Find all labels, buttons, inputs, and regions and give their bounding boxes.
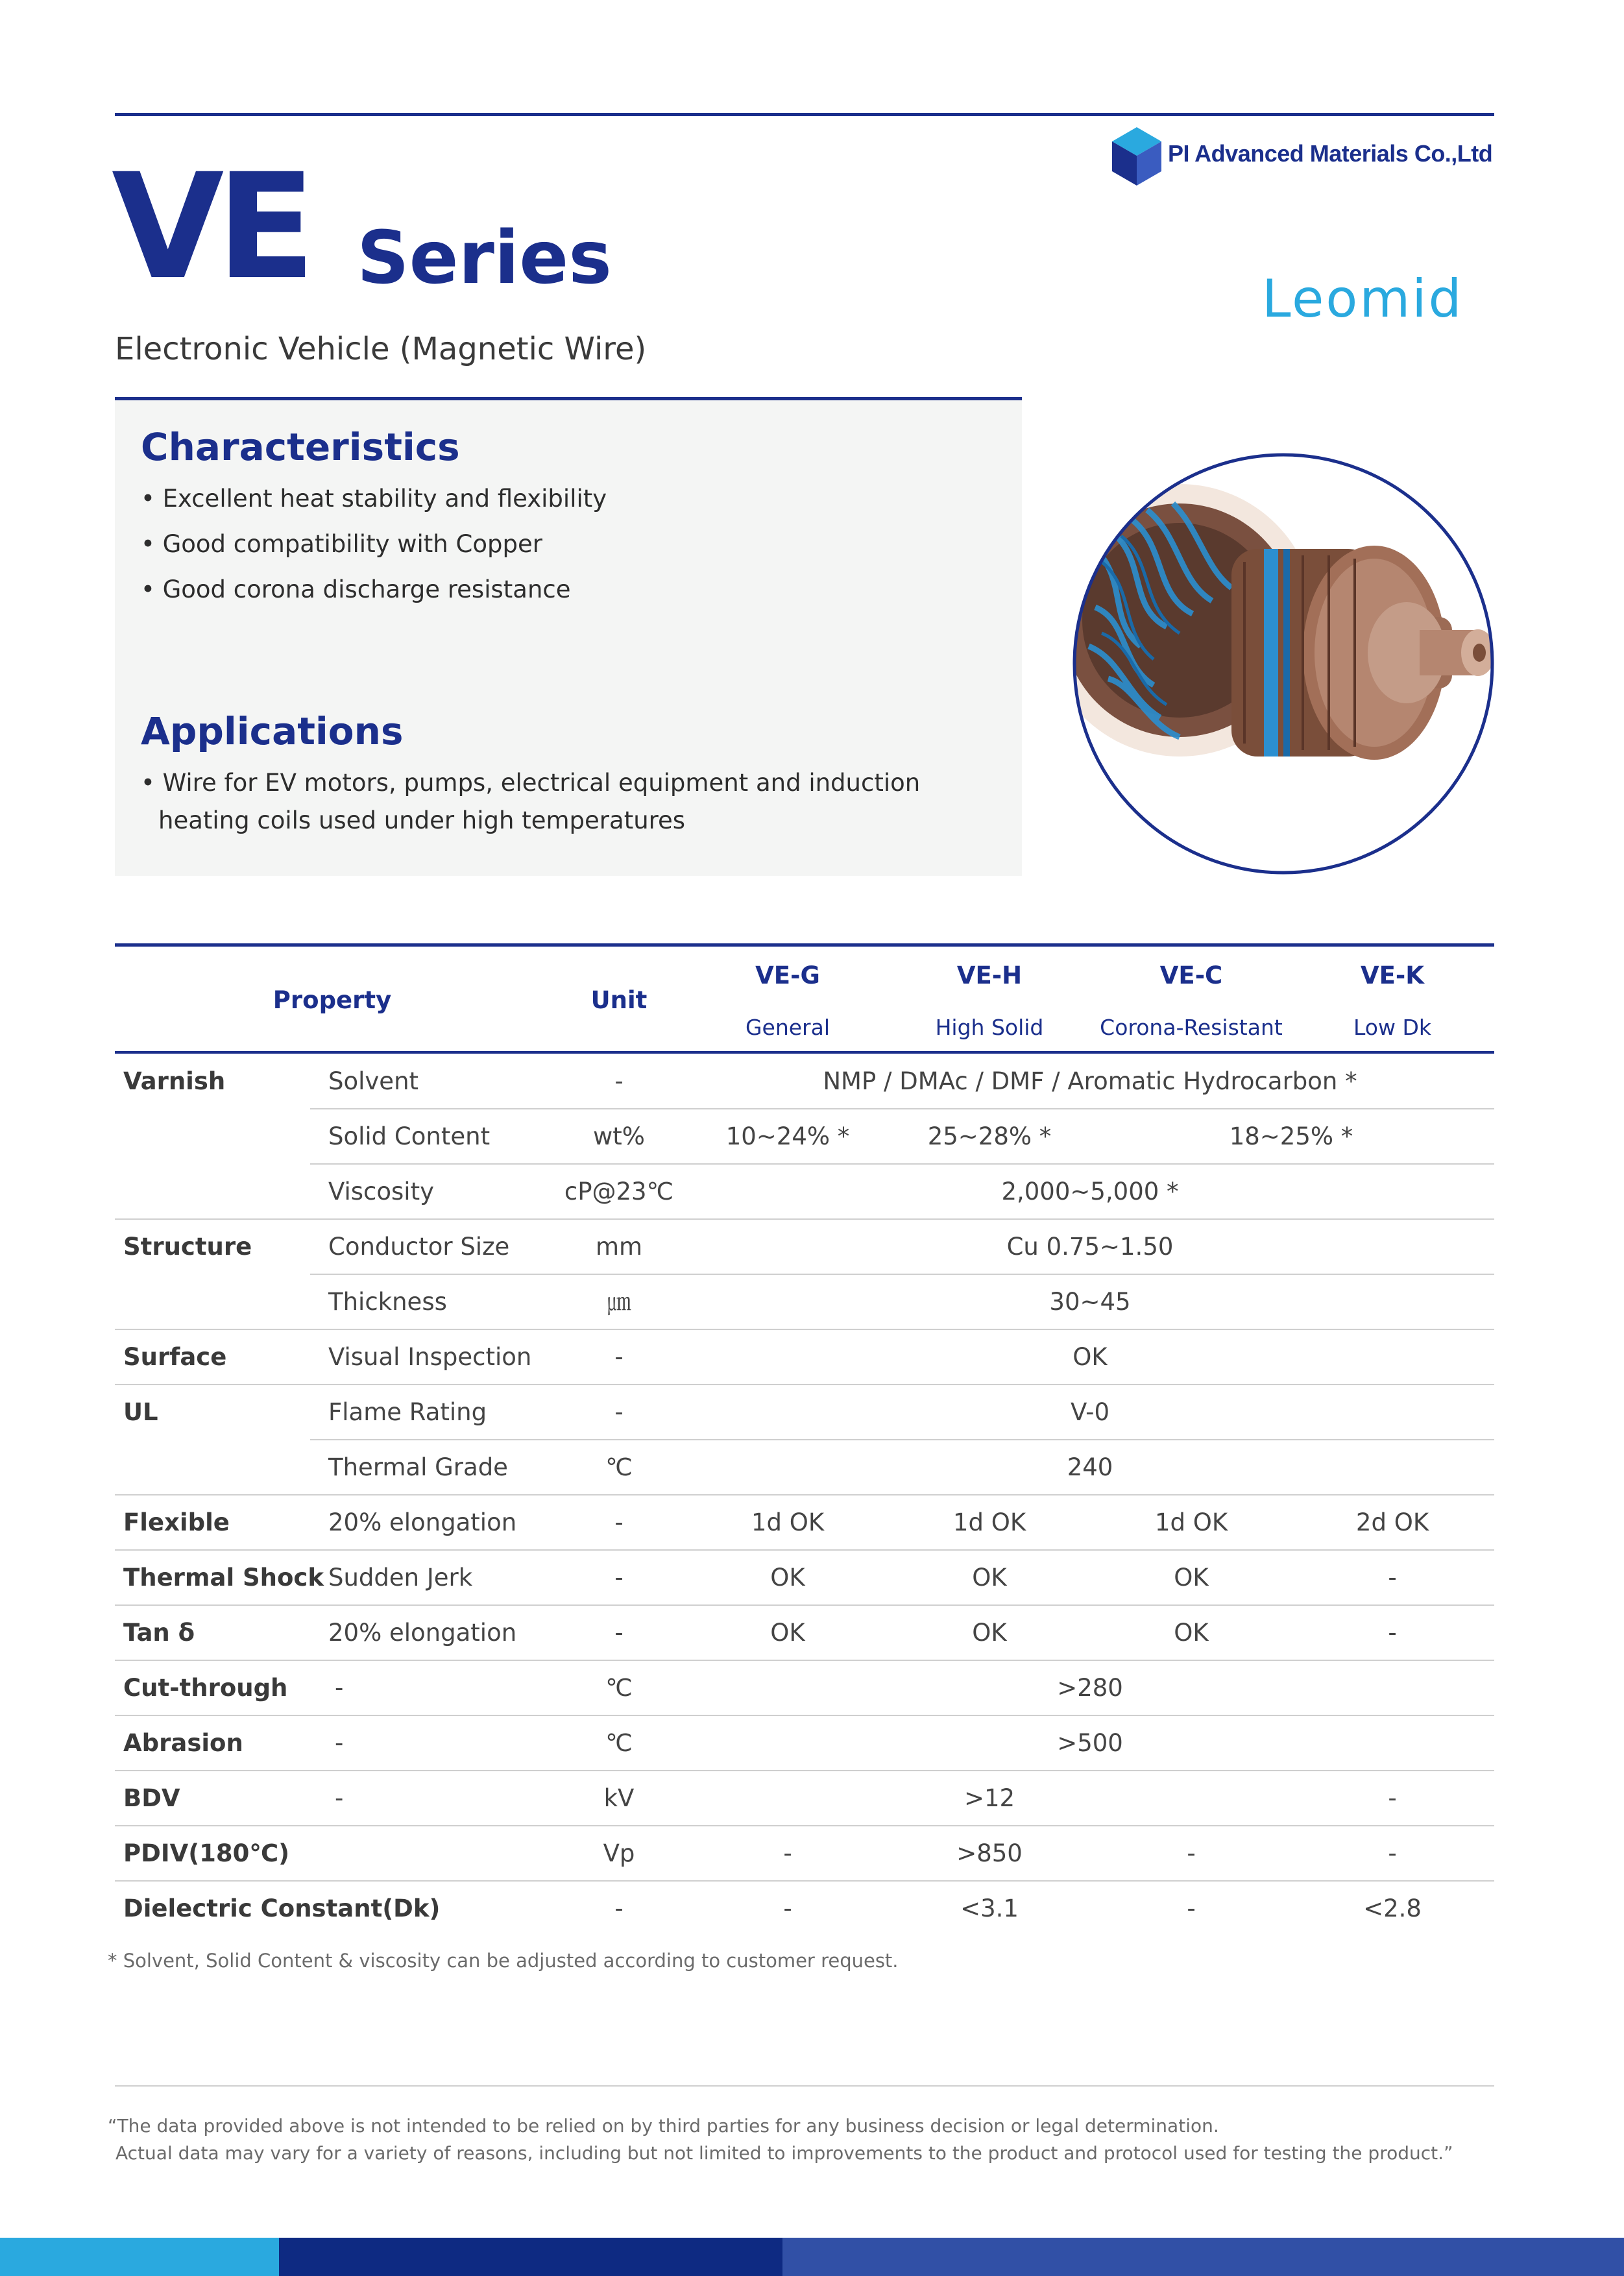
- row-divider: [115, 1880, 1494, 1882]
- row-unit: -: [614, 1619, 624, 1647]
- row-property: Visual Inspection: [328, 1343, 532, 1371]
- company-logo: [1111, 127, 1163, 189]
- row-divider: [115, 1715, 1494, 1716]
- svg-text:Leomid: Leomid: [1262, 272, 1464, 329]
- row-value-ve-c: OK: [1174, 1564, 1209, 1592]
- row-unit: cP@23℃: [564, 1178, 674, 1205]
- row-category: Tan δ: [123, 1619, 195, 1647]
- row-property: Thickness: [328, 1288, 447, 1316]
- row-divider: [310, 1439, 1494, 1440]
- row-divider: [310, 1274, 1494, 1275]
- col-subheader-ve-g: General: [745, 1015, 830, 1040]
- row-unit: -: [614, 1343, 624, 1371]
- row-category: PDIV(180℃): [123, 1839, 290, 1867]
- row-value-ve-k: 2d OK: [1355, 1508, 1429, 1536]
- row-value-all: >280: [1057, 1674, 1123, 1702]
- row-unit: -: [614, 1564, 624, 1592]
- col-header-property: Property: [273, 986, 392, 1014]
- row-value-ve-k: -: [1388, 1619, 1397, 1647]
- row-unit: kV: [603, 1784, 635, 1812]
- company-name: PI Advanced Materials Co.,Ltd: [1168, 140, 1493, 167]
- col-header-ve-k: VE-K: [1361, 962, 1424, 989]
- row-divider: [115, 1549, 1494, 1551]
- row-value-all: OK: [1073, 1343, 1108, 1371]
- row-value-ve-g: -: [783, 1895, 792, 1922]
- page-title-series: Series: [357, 216, 612, 300]
- col-header-ve-h: VE-H: [956, 962, 1023, 989]
- row-category: Structure: [123, 1233, 252, 1261]
- row-value-all: 2,000~5,000 *: [1001, 1178, 1179, 1205]
- characteristic-item: • Good compatibility with Copper: [141, 530, 542, 558]
- page-subtitle: Electronic Vehicle (Magnetic Wire): [115, 331, 647, 367]
- row-value-ve-c: 1d OK: [1154, 1508, 1228, 1536]
- row-category: Dielectric Constant(Dk): [123, 1895, 441, 1922]
- footer-bar-light: [0, 2238, 279, 2276]
- row-divider: [115, 1770, 1494, 1771]
- row-value-all: Cu 0.75~1.50: [1006, 1233, 1174, 1261]
- row-unit: ℃: [605, 1674, 633, 1702]
- row-value-ve-g: 10~24% *: [725, 1122, 850, 1150]
- row-divider: [310, 1163, 1494, 1165]
- row-divider: [115, 1660, 1494, 1661]
- row-category: BDV: [123, 1784, 180, 1812]
- row-value-ve-ck: 18~25% *: [1229, 1122, 1353, 1150]
- row-unit: wt%: [593, 1122, 645, 1150]
- row-divider: [115, 1494, 1494, 1495]
- row-value-ve-g: OK: [770, 1619, 805, 1647]
- row-divider: [115, 1218, 1494, 1220]
- row-category: Varnish: [123, 1067, 226, 1095]
- row-property: Sudden Jerk: [328, 1564, 473, 1592]
- page-title: VE: [112, 142, 308, 311]
- footer-bar-navy: [279, 2238, 782, 2276]
- row-divider: [115, 1825, 1494, 1826]
- motor-illustration: [1069, 452, 1497, 877]
- row-value-ve-g: OK: [770, 1564, 805, 1592]
- row-property: Thermal Grade: [328, 1453, 508, 1481]
- row-unit: -: [614, 1895, 624, 1922]
- disclaimer-line: “The data provided above is not intended to be relied on by third parties for any business decision or legal determination.: [108, 2115, 1219, 2137]
- row-unit: Vp: [603, 1839, 635, 1867]
- application-item: • Wire for EV motors, pumps, electrical equipment and induction: [141, 769, 921, 797]
- row-unit: -: [614, 1508, 624, 1536]
- characteristic-item: • Good corona discharge resistance: [141, 575, 571, 603]
- row-property: -: [335, 1729, 344, 1757]
- row-value-ve-g: -: [783, 1839, 792, 1867]
- footnote: * Solvent, Solid Content & viscosity can be adjusted according to customer request.: [108, 1950, 899, 1972]
- row-property: Solvent: [328, 1067, 419, 1095]
- row-property: 20% elongation: [328, 1619, 517, 1647]
- row-property: Solid Content: [328, 1122, 491, 1150]
- row-divider: [310, 1108, 1494, 1109]
- row-value-ve-c: -: [1187, 1895, 1196, 1922]
- row-value-ve-k: <2.8: [1363, 1895, 1422, 1922]
- footer-rule: [115, 2085, 1494, 2087]
- row-value-ve-c: OK: [1174, 1619, 1209, 1647]
- row-value-ve-h: OK: [972, 1619, 1007, 1647]
- row-value-all: 240: [1067, 1453, 1113, 1481]
- row-unit: ℃: [605, 1453, 633, 1481]
- row-divider: [115, 1384, 1494, 1385]
- row-value-ve-h: 1d OK: [952, 1508, 1026, 1536]
- footer-bar-mid: [782, 2238, 1624, 2276]
- applications-heading: Applications: [141, 709, 404, 753]
- row-property: -: [335, 1674, 344, 1702]
- row-category: Cut-through: [123, 1674, 288, 1702]
- table-header-rule: [115, 1051, 1494, 1054]
- row-value-ve-gc: >12: [963, 1784, 1015, 1812]
- row-value-ve-k: -: [1388, 1564, 1397, 1592]
- row-property: -: [335, 1784, 344, 1812]
- row-unit: -: [614, 1067, 624, 1095]
- row-value-ve-h: <3.1: [960, 1895, 1019, 1922]
- row-property: 20% elongation: [328, 1508, 517, 1536]
- row-category: Surface: [123, 1343, 227, 1371]
- row-divider: [115, 1329, 1494, 1330]
- row-value-ve-g: 1d OK: [751, 1508, 825, 1536]
- brand-logo: [1262, 272, 1496, 345]
- col-header-ve-c: VE-C: [1159, 962, 1223, 989]
- row-category: UL: [123, 1398, 158, 1426]
- row-unit: ℃: [605, 1729, 633, 1757]
- row-value-all: NMP / DMAc / DMF / Aromatic Hydrocarbon *: [823, 1067, 1357, 1095]
- row-unit: -: [614, 1398, 624, 1426]
- col-subheader-ve-k: Low Dk: [1353, 1015, 1431, 1040]
- row-value-ve-h: OK: [972, 1564, 1007, 1592]
- row-value-ve-h: >850: [956, 1839, 1023, 1867]
- row-value-ve-k: -: [1388, 1784, 1397, 1812]
- row-value-all: V-0: [1070, 1398, 1110, 1426]
- disclaimer-line: Actual data may vary for a variety of reasons, including but not limited to improvements to the product and protocol used for testing the product.”: [115, 2142, 1453, 2164]
- row-property: Flame Rating: [328, 1398, 487, 1426]
- row-category: Abrasion: [123, 1729, 243, 1757]
- application-item-cont: heating coils used under high temperatures: [158, 806, 686, 834]
- info-panel: [115, 397, 1022, 876]
- col-header-ve-g: VE-G: [755, 962, 820, 989]
- row-value-ve-h: 25~28% *: [927, 1122, 1052, 1150]
- leomid-wordmark: [1262, 272, 1496, 331]
- row-value-all: 30~45: [1049, 1288, 1131, 1316]
- top-rule: [115, 113, 1494, 116]
- row-unit: ㎛: [607, 1288, 631, 1316]
- row-property: Viscosity: [328, 1178, 434, 1205]
- row-value-ve-c: -: [1187, 1839, 1196, 1867]
- row-unit: mm: [595, 1233, 643, 1261]
- row-property: Conductor Size: [328, 1233, 510, 1261]
- characteristics-heading: Characteristics: [141, 425, 460, 469]
- row-divider: [115, 1604, 1494, 1606]
- row-category: Thermal Shock: [123, 1564, 324, 1592]
- cube-logo-icon: [1111, 127, 1163, 187]
- col-subheader-ve-h: High Solid: [935, 1015, 1044, 1040]
- row-category: Flexible: [123, 1508, 230, 1536]
- disclaimer: [108, 2113, 1453, 2167]
- characteristic-item: • Excellent heat stability and flexibility: [141, 485, 607, 513]
- col-header-unit: Unit: [590, 986, 648, 1014]
- row-value-ve-k: -: [1388, 1839, 1397, 1867]
- col-subheader-ve-c: Corona-Resistant: [1100, 1015, 1283, 1040]
- table-top-rule: [115, 943, 1494, 947]
- row-value-all: >500: [1057, 1729, 1123, 1757]
